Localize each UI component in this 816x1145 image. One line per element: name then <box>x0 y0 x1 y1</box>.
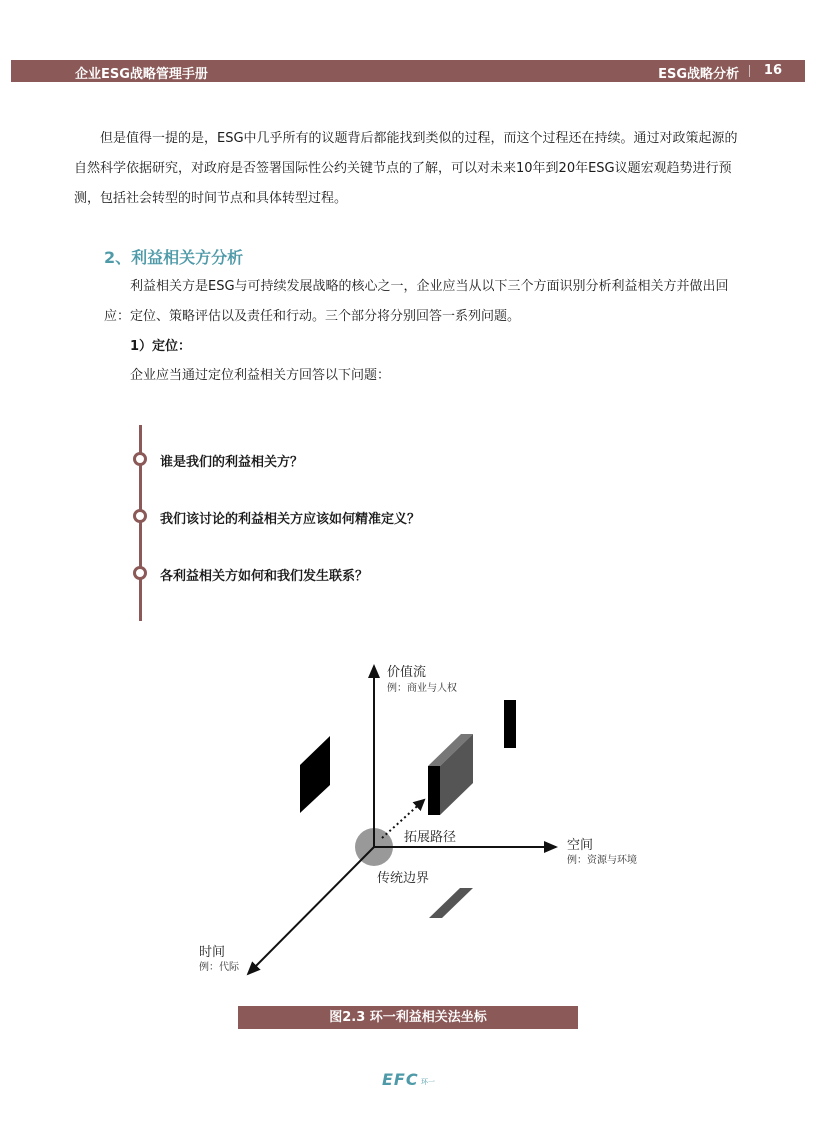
time-axis <box>248 847 374 974</box>
stakeholder-paragraph: 利益相关方是ESG与可持续发展战略的核心之一，企业应当从以下三个方面识别分析利益相关方并做出回应：定位、策略评估以及责任和行动。三个部分将分别回答一系列问题。 <box>104 279 729 324</box>
intro-paragraph: 但是值得一提的是，ESG中几乎所有的议题背后都能找到类似的过程，而这个过程还在持续。通过对政策起源的自然科学依据研究，对政府是否签署国际性公约关键节点的了解，可以对未来10年到20年ESG议题宏观趋势进行预测，包括社会转型的时间节点和具体转型过程。 <box>74 131 738 206</box>
time-axis-label: 时间 <box>199 945 226 960</box>
page-number: 16 <box>763 63 782 78</box>
space-plane-shape <box>504 700 516 748</box>
questions-intro: 企业应当通过定位利益相关方回答以下问题： <box>130 368 391 383</box>
timeline-dot <box>133 452 147 466</box>
space-axis-example: 例：资源与环境 <box>567 855 637 866</box>
diagram-graphic <box>0 640 816 1000</box>
timeline-dot <box>133 509 147 523</box>
expansion-path-label: 拓展路径 <box>404 830 457 845</box>
question-item: 各利益相关方如何和我们发生联系？ <box>160 569 369 584</box>
ground-plane-shape <box>429 888 473 918</box>
subheading-positioning: 1）定位： <box>130 339 192 354</box>
timeline-dot <box>133 566 147 580</box>
block-front <box>428 766 440 815</box>
question-item: 谁是我们的利益相关方？ <box>160 455 304 470</box>
page-header <box>11 60 805 82</box>
time-plane-shape <box>300 736 330 813</box>
figure-caption: 图2.3 环一利益相关法坐标 <box>238 1006 578 1029</box>
document-title: 企业ESG战略管理手册 <box>75 67 208 82</box>
value-axis-example: 例：商业与人权 <box>387 683 457 694</box>
traditional-boundary-label: 传统边界 <box>377 871 430 886</box>
efc-logo: EFC <box>382 1070 419 1089</box>
space-axis-label: 空间 <box>567 838 594 853</box>
header-divider <box>749 65 750 77</box>
stakeholder-coordinate-diagram <box>0 640 816 1000</box>
time-axis-example: 例：代际 <box>199 962 239 973</box>
chapter-title: ESG战略分析 <box>658 67 739 82</box>
question-item: 我们该讨论的利益相关方应该如何精准定义？ <box>160 512 421 527</box>
section-title: 2、利益相关方分析 <box>104 248 244 267</box>
value-axis-label: 价值流 <box>387 665 427 680</box>
logo-subtext: 环一 <box>421 1078 435 1086</box>
